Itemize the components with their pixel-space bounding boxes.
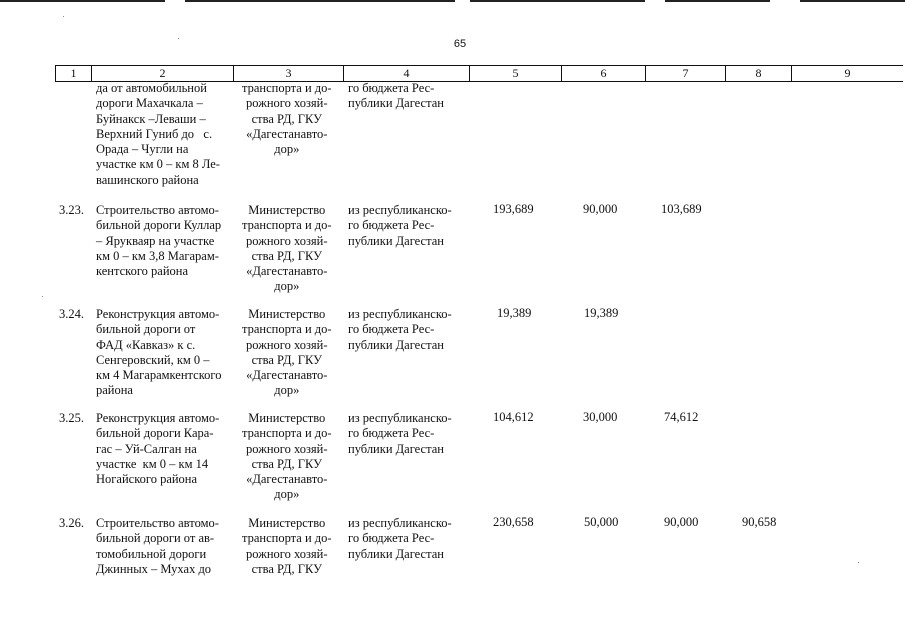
row-name: Реконструкция автомо- бильной дороги Кара- гас – Уй-Салган на участке км 0 – км 14 Ногайского района bbox=[96, 411, 220, 487]
row-col6: 19,389 bbox=[584, 306, 619, 320]
row-total: 104,612 bbox=[493, 410, 534, 424]
row-executor: Министерство транспорта и до- рожного хозяй- ства РД, ГКУ «Дагестанавто- дор» bbox=[242, 411, 332, 502]
row-col8: 90,658 bbox=[742, 515, 777, 529]
scan-speck bbox=[63, 16, 64, 17]
row-source: из республиканско- го бюджета Рес- публики Дагестан bbox=[348, 411, 452, 456]
header-col-5: 5 bbox=[469, 66, 561, 81]
row-col6: 30,000 bbox=[583, 410, 618, 424]
header-col-1: 1 bbox=[55, 66, 91, 81]
header-col-9: 9 bbox=[791, 66, 903, 81]
row-source: из республиканско- го бюджета Рес- публики Дагестан bbox=[348, 203, 452, 248]
row-name: Строительство автомо- бильной дороги Куллар – Ярукваяр на участке км 0 – км 3,8 Магарам- кентского района bbox=[96, 203, 222, 279]
row-number: 3.26. bbox=[59, 516, 84, 530]
header-col-7: 7 bbox=[645, 66, 725, 81]
scan-speck bbox=[42, 296, 43, 297]
top-border bbox=[0, 0, 905, 3]
row-col7: 103,689 bbox=[661, 202, 702, 216]
row-source: го бюджета Рес- публики Дагестан bbox=[348, 81, 444, 111]
row-col7: 74,612 bbox=[664, 410, 699, 424]
header-col-3: 3 bbox=[233, 66, 343, 81]
row-total: 230,658 bbox=[493, 515, 534, 529]
row-executor: транспорта и до- рожного хозяй- ства РД, ГКУ «Дагестанавто- дор» bbox=[242, 81, 332, 157]
row-source: из республиканско- го бюджета Рес- публики Дагестан bbox=[348, 516, 452, 561]
row-number: 3.23. bbox=[59, 203, 84, 217]
row-executor: Министерство транспорта и до- рожного хозяй- ства РД, ГКУ bbox=[242, 516, 332, 576]
table-header bbox=[55, 65, 903, 82]
row-number: 3.24. bbox=[59, 307, 84, 321]
row-name: Реконструкция автомо- бильной дороги от ФАД «Кавказ» к с. Сенгеровский, км 0 – км 4 Магарамкентского района bbox=[96, 307, 222, 398]
page-number: 65 bbox=[453, 38, 467, 50]
header-col-2: 2 bbox=[91, 66, 233, 81]
row-name: Строительство автомо- бильной дороги от ав- томобильной дороги Джинных – Мухах до bbox=[96, 516, 219, 576]
row-source: из республиканско- го бюджета Рес- публики Дагестан bbox=[348, 307, 452, 352]
row-name: да от автомобильной дороги Махачкала – Буйнакск –Леваши – Верхний Гуниб до с. Орада – Чугли на участке км 0 – км 8 Ле- вашинского района bbox=[96, 81, 220, 187]
row-executor: Министерство транспорта и до- рожного хозяй- ства РД, ГКУ «Дагестанавто- дор» bbox=[242, 203, 332, 294]
header-col-6: 6 bbox=[561, 66, 645, 81]
row-total: 19,389 bbox=[497, 306, 532, 320]
header-col-4: 4 bbox=[343, 66, 469, 81]
row-executor: Министерство транспорта и до- рожного хозяй- ства РД, ГКУ «Дагестанавто- дор» bbox=[242, 307, 332, 398]
row-col6: 50,000 bbox=[584, 515, 619, 529]
scan-speck bbox=[178, 38, 179, 39]
row-col6: 90,000 bbox=[583, 202, 618, 216]
row-total: 193,689 bbox=[493, 202, 534, 216]
header-col-8: 8 bbox=[725, 66, 791, 81]
row-col7: 90,000 bbox=[664, 515, 699, 529]
scan-speck bbox=[858, 562, 859, 563]
row-number: 3.25. bbox=[59, 411, 84, 425]
